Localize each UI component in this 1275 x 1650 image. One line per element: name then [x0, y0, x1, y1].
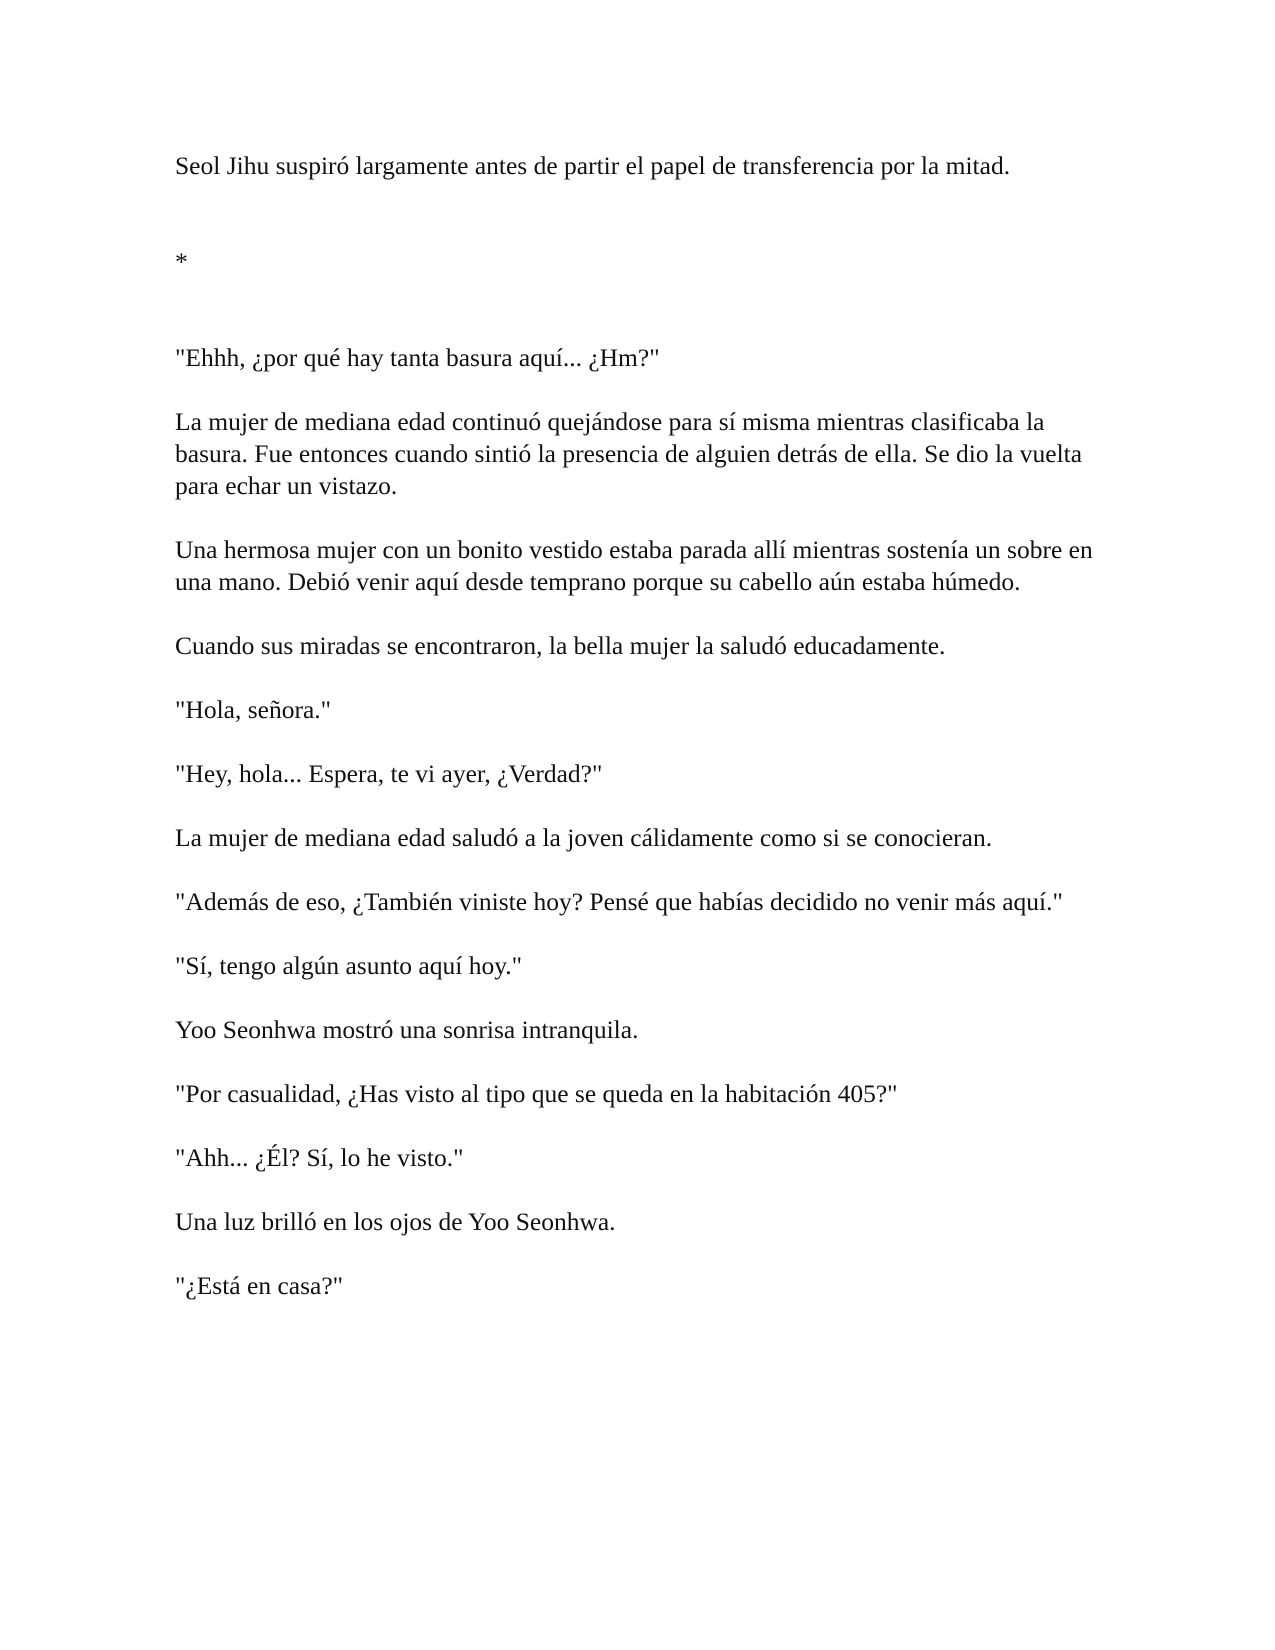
- paragraph-2: "Ehhh, ¿por qué hay tanta basura aquí... ¿Hm?": [175, 343, 660, 372]
- paragraph-11: Yoo Seonhwa mostró una sonrisa intranquila.: [175, 1015, 639, 1044]
- paragraph-12: "Por casualidad, ¿Has visto al tipo que se queda en la habitación 405?": [175, 1079, 898, 1108]
- paragraph-5: Cuando sus miradas se encontraron, la bella mujer la saludó educadamente.: [175, 631, 946, 660]
- paragraph-8: La mujer de mediana edad saludó a la joven cálidamente como si se conocieran.: [175, 823, 993, 852]
- document-body: [175, 150, 1100, 1302]
- paragraph-7: "Hey, hola... Espera, te vi ayer, ¿Verdad?": [175, 759, 603, 788]
- paragraph-3: La mujer de mediana edad continuó quejándose para sí misma mientras clasificaba la basura. Fue entonces cuando sintió la presencia de alguien detrás de ella. Se dio la vuelta para echar un vistazo.: [175, 407, 1083, 500]
- paragraph-4: Una hermosa mujer con un bonito vestido estaba parada allí mientras sostenía un sobre en una mano. Debió venir aquí desde temprano porque su cabello aún estaba húmedo.: [175, 535, 1093, 596]
- paragraph-13: "Ahh... ¿Él? Sí, lo he visto.": [175, 1143, 464, 1172]
- paragraph-14: Una luz brilló en los ojos de Yoo Seonhwa.: [175, 1207, 616, 1236]
- paragraph-6: "Hola, señora.": [175, 695, 332, 724]
- paragraph-1: Seol Jihu suspiró largamente antes de partir el papel de transferencia por la mitad.: [175, 151, 1011, 180]
- scene-break: *: [175, 247, 188, 276]
- paragraph-10: "Sí, tengo algún asunto aquí hoy.": [175, 951, 523, 980]
- paragraph-15: "¿Está en casa?": [175, 1271, 344, 1300]
- paragraph-9: "Además de eso, ¿También viniste hoy? Pensé que habías decidido no venir más aquí.": [175, 887, 1063, 916]
